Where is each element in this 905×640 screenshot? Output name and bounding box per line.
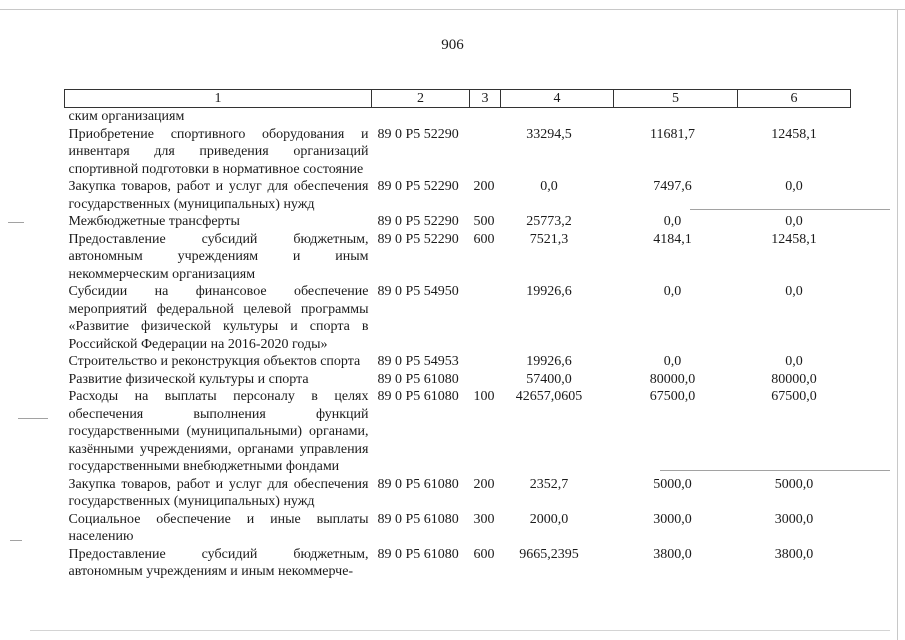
row-value-col5-cell: 0,0: [663, 214, 682, 229]
row-value-col5-cell: 7497,6: [653, 179, 692, 194]
header-col-2: 2: [372, 90, 470, 108]
row-name-cell: Субсидии на финансовое обеспечение мероприятий федеральной целевой программы «Развитие физической культуры и спорта в Российской Федерации на 2016-2020 годы»: [68, 284, 369, 352]
row-code-cell: 89 0 P5 61080: [377, 371, 459, 387]
table-row: [65, 388, 851, 476]
row-type-cell: [470, 126, 501, 179]
row-value-col4-cell: 33294,5: [526, 126, 572, 142]
row-name-cell: ским организациям: [68, 109, 185, 124]
row-code-cell: 89 0 P5 61080: [377, 389, 459, 404]
row-type-cell: 500: [473, 214, 495, 229]
header-col-4: 4: [501, 90, 614, 108]
page-number: 906: [441, 37, 464, 53]
table-row: [65, 178, 851, 213]
row-value-col6-cell: 12458,1: [771, 126, 817, 142]
row-value-col6-cell: 0,0: [785, 284, 803, 299]
row-name-cell: Предоставление субсидий бюджетным, автономным учреждениям и иным некоммерческим организациям: [68, 231, 369, 282]
row-value-col4-cell: [501, 108, 614, 126]
row-value-col5-cell: 3800,0: [653, 546, 692, 562]
row-name-cell: Строительство и реконструкция объектов спорта: [68, 354, 361, 369]
table-header-row: [65, 90, 851, 108]
row-code-cell: [372, 108, 470, 126]
row-type-cell: [470, 108, 501, 126]
row-value-col4-cell: 19926,6: [526, 284, 572, 299]
row-value-col5-cell: 11681,7: [650, 126, 695, 142]
table-row: [65, 546, 851, 581]
row-type-cell: 300: [473, 511, 495, 527]
table-row: [65, 213, 851, 231]
row-value-col4-cell: 2000,0: [529, 511, 569, 527]
row-value-col6-cell: [738, 108, 851, 126]
row-code-cell: 89 0 P5 52290: [377, 231, 459, 247]
scan-mark: [8, 222, 24, 223]
header-col-6: 6: [738, 90, 851, 108]
row-value-col4-cell: 19926,6: [526, 354, 572, 369]
row-type-cell: [470, 283, 501, 353]
table-row: [65, 126, 851, 179]
table-row: [65, 371, 851, 389]
scan-mark: [30, 630, 890, 631]
row-code-cell: 89 0 P5 61080: [377, 511, 459, 527]
row-value-col6-cell: 5000,0: [774, 476, 814, 492]
row-value-col5-cell: 0,0: [663, 284, 682, 299]
row-name-cell: Расходы на выплаты персоналу в целях обеспечения выполнения функций государственными (муниципальными) органами, казёнными учреждениями, органами управления государственными внебюджетными фондами: [68, 389, 369, 474]
row-value-col5-cell: 0,0: [663, 354, 682, 369]
row-type-cell: 200: [473, 179, 495, 194]
row-code-cell: 89 0 P5 54950: [377, 284, 459, 299]
scan-right-border: [897, 9, 898, 640]
row-value-col6-cell: 67500,0: [771, 389, 817, 404]
row-value-col6-cell: 0,0: [785, 179, 803, 194]
row-code-cell: 89 0 P5 52290: [377, 214, 459, 229]
row-value-col6-cell: 80000,0: [771, 371, 817, 387]
row-value-col4-cell: 25773,2: [526, 214, 572, 229]
row-value-col4-cell: 7521,3: [529, 231, 569, 247]
scan-mark: [10, 540, 22, 541]
header-col-3: 3: [470, 90, 501, 108]
header-col-5: 5: [614, 90, 738, 108]
row-type-cell: 100: [473, 389, 495, 404]
row-type-cell: 600: [473, 231, 495, 247]
row-value-col6-cell: 0,0: [785, 214, 803, 229]
row-name-cell: Приобретение спортивного оборудования и инвентаря для приведения организаций спортивной подготовки в нормативное состояние: [68, 126, 369, 177]
table-row: [65, 231, 851, 284]
row-name-cell: Закупка товаров, работ и услуг для обеспечения государственных (муниципальных) нужд: [68, 179, 369, 212]
row-code-cell: 89 0 P5 61080: [377, 546, 459, 562]
row-type-cell: [470, 353, 501, 371]
row-type-cell: [470, 371, 501, 389]
header-col-1: 1: [65, 90, 372, 108]
scan-mark: [690, 209, 890, 210]
table-row: [65, 283, 851, 353]
row-value-col4-cell: 9665,2395: [519, 546, 579, 562]
row-value-col5-cell: [614, 108, 738, 126]
table-row: [65, 108, 851, 126]
scan-top-border: [0, 9, 905, 10]
row-name-cell: Развитие физической культуры и спорта: [68, 371, 309, 387]
table-row: [65, 476, 851, 511]
row-value-col5-cell: 80000,0: [649, 371, 696, 387]
row-value-col4-cell: 57400,0: [526, 371, 572, 387]
row-value-col5-cell: 4184,1: [653, 231, 692, 247]
row-value-col4-cell: 0,0: [540, 179, 558, 194]
budget-table: [64, 89, 851, 581]
row-value-col6-cell: 3800,0: [774, 546, 814, 562]
row-code-cell: 89 0 P5 52290: [377, 179, 459, 194]
table-row: [65, 353, 851, 371]
row-value-col5-cell: 3000,0: [653, 511, 692, 527]
row-code-cell: 89 0 P5 54953: [377, 354, 459, 369]
row-value-col6-cell: 0,0: [785, 354, 803, 369]
row-name-cell: Закупка товаров, работ и услуг для обеспечения государственных (муниципальных) нужд: [68, 476, 369, 509]
row-value-col6-cell: 3000,0: [774, 511, 814, 527]
scan-mark: [18, 418, 48, 419]
row-name-cell: Социальное обеспечение и иные выплаты населению: [68, 511, 369, 544]
row-type-cell: 200: [473, 476, 495, 492]
row-name-cell: Межбюджетные трансферты: [68, 214, 240, 229]
row-code-cell: 89 0 P5 61080: [377, 476, 459, 492]
table-header: [65, 90, 851, 108]
row-value-col4-cell: 42657,0605: [515, 389, 583, 404]
row-name-cell: Предоставление субсидий бюджетным, автономным учреждениям и иным некоммерче-: [68, 546, 369, 579]
row-value-col5-cell: 5000,0: [653, 476, 692, 492]
row-value-col6-cell: 12458,1: [771, 231, 817, 247]
table-body: [65, 108, 851, 581]
row-code-cell: 89 0 P5 52290: [377, 126, 459, 142]
scan-mark: [660, 470, 890, 471]
table-row: [65, 511, 851, 546]
row-value-col5-cell: 67500,0: [649, 389, 696, 404]
row-value-col4-cell: 2352,7: [529, 476, 569, 492]
row-type-cell: 600: [473, 546, 495, 562]
